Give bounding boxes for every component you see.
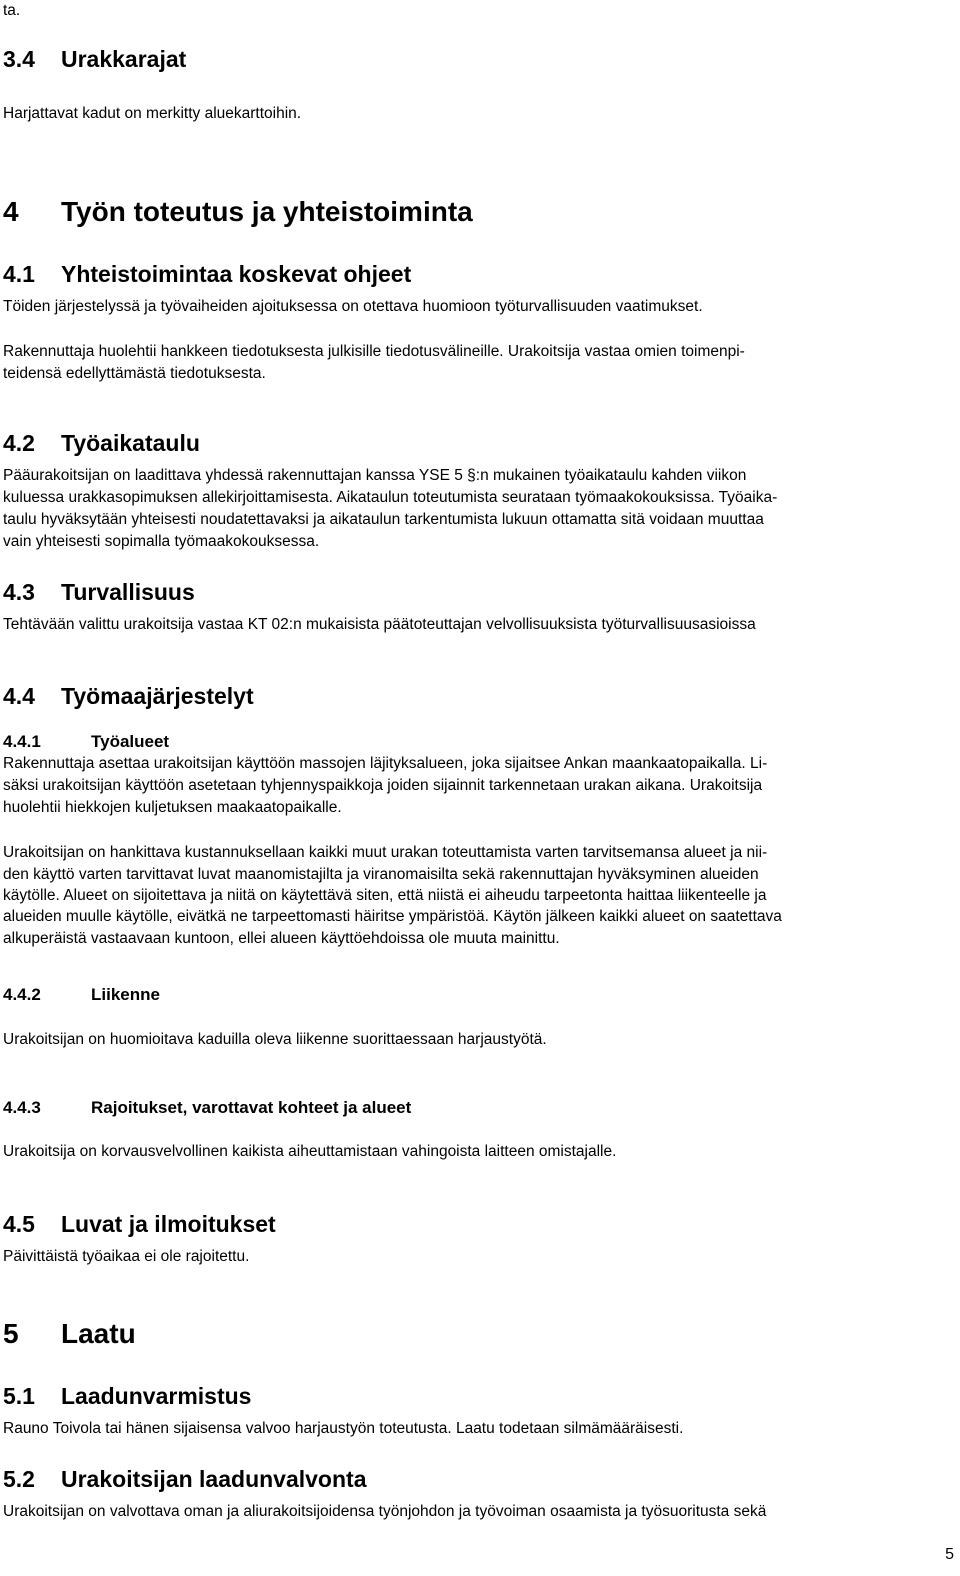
paragraph: Töiden järjestelyssä ja työvaiheiden ajoituksessa on otettava huomioon työturvallisuuden vaatimukset.: [3, 298, 703, 315]
paragraph-line: huolehtii hiekkojen kuljetuksen maakaatopaikalle.: [3, 799, 342, 816]
section-number: 4.1: [3, 261, 35, 287]
paragraph-line: Urakoitsijan on hankittava kustannuksellaan kaikki muut urakan toteuttamista varten tarvitsemansa alueet ja nii-: [3, 844, 768, 861]
heading-4-4-3: [3, 1097, 411, 1119]
section-title: Työaikataulu: [61, 430, 200, 456]
paragraph-line: käytölle. Alueet on sijoitettava ja niitä on käytettävä siten, että niistä ei aiheudu tarpeetonta haittaa liikenteelle ja: [3, 887, 767, 904]
section-title: Työalueet: [91, 732, 170, 751]
paragraph-line: säksi urakoitsijan käyttöön asetetaan tyhjennyspaikkoja joiden sijainnit tarkennetaan urakan aikana. Urakoitsija: [3, 777, 763, 794]
paragraph-line: teidensä edellyttämästä tiedotuksesta.: [3, 365, 266, 382]
section-title: Laadunvarmistus: [61, 1383, 252, 1409]
section-number: 4: [3, 196, 19, 227]
heading-5: [3, 1317, 136, 1351]
section-number: 5.2: [3, 1466, 35, 1492]
section-number: 4.4.3: [3, 1098, 41, 1117]
section-number: 5.1: [3, 1383, 35, 1409]
section-number: 3.4: [3, 46, 35, 72]
paragraph-line: taulu hyväksytään yhteisesti noudatettavaksi ja aikataulun tarkentumista lukuun ottamatta sitä voidaan muuttaa: [3, 511, 764, 528]
section-title: Rajoitukset, varottavat kohteet ja alueet: [91, 1098, 412, 1117]
section-number: 4.4.1: [3, 732, 41, 751]
paragraph: Urakoitsijan on valvottava oman ja aliurakoitsijoidensa työnjohdon ja työvoiman osaamista ja työsuoritusta sekä: [3, 1503, 767, 1520]
section-title: Urakoitsijan laadunvalvonta: [61, 1466, 367, 1492]
section-title: Työn toteutus ja yhteistoiminta: [61, 196, 473, 227]
heading-3-4: [3, 45, 186, 73]
section-title: Laatu: [61, 1318, 136, 1349]
heading-4-1: [3, 260, 411, 288]
paragraph-line: Rakennuttaja huolehtii hankkeen tiedotuksesta julkisille tiedotusvälineille. Urakoitsija vastaa omien toimenpi-: [3, 343, 745, 360]
heading-5-2: [3, 1465, 366, 1493]
paragraph: Rauno Toivola tai hänen sijaisensa valvoo harjaustyön toteutusta. Laatu todetaan silmämääräisesti.: [3, 1420, 684, 1437]
section-title: Liikenne: [91, 985, 160, 1004]
heading-4-4: [3, 682, 254, 710]
paragraph: Päivittäistä työaikaa ei ole rajoitettu.: [3, 1248, 250, 1265]
paragraph: Tehtävään valittu urakoitsija vastaa KT 02:n mukaisista päätoteuttajan velvollisuuksista työturvallisuusasioissa: [3, 616, 756, 633]
heading-4-4-1: [3, 731, 169, 753]
heading-4: [3, 195, 473, 229]
paragraph-line: den käyttö varten tarvittavat luvat maanomistajilta ja viranomaisilta sekä rakennuttajan hyväksyminen alueiden: [3, 866, 759, 883]
paragraph: Urakoitsijan on huomioitava kaduilla oleva liikenne suorittaessaan harjaustyötä.: [3, 1031, 547, 1048]
paragraph-line: alueiden muulle käytölle, eivätkä ne tarpeettomasti häiritse ympäristöä. Käytön jälkeen kaikki alueet on saatettava: [3, 908, 782, 925]
paragraph: Harjattavat kadut on merkitty aluekarttoihin.: [3, 105, 302, 122]
section-number: 4.2: [3, 430, 35, 456]
page-number: 5: [945, 1546, 954, 1563]
section-number: 4.5: [3, 1211, 35, 1237]
heading-4-5: [3, 1210, 276, 1238]
section-title: Yhteistoimintaa koskevat ohjeet: [61, 261, 412, 287]
section-title: Urakkarajat: [61, 46, 187, 72]
paragraph-line: vain yhteisesti sopimalla työmaakokouksessa.: [3, 533, 320, 550]
section-title: Luvat ja ilmoitukset: [61, 1211, 276, 1237]
section-number: 4.4.2: [3, 985, 41, 1004]
heading-4-4-2: [3, 984, 160, 1006]
section-number: 4.3: [3, 579, 35, 605]
section-number: 5: [3, 1318, 19, 1349]
section-number: 4.4: [3, 683, 35, 709]
heading-5-1: [3, 1382, 251, 1410]
heading-4-2: [3, 429, 200, 457]
section-title: Työmaajärjestelyt: [61, 683, 254, 709]
paragraph-line: Rakennuttaja asettaa urakoitsijan käyttöön massojen läjityksalueen, joka sijaitsee Ankan maankaatopaikalla. Li-: [3, 755, 768, 772]
paragraph-line: Pääurakoitsijan on laadittava yhdessä rakennuttajan kanssa YSE 5 §:n mukainen työaikataulu kahden viikon: [3, 467, 747, 484]
paragraph: Urakoitsija on korvausvelvollinen kaikista aiheuttamistaan vahingoista laitteen omistajalle.: [3, 1143, 617, 1160]
heading-4-3: [3, 578, 195, 606]
paragraph-line: kuluessa urakkasopimuksen allekirjoittamisesta. Aikataulun toteutumista seurataan työmaakokouksissa. Työaika-: [3, 489, 778, 506]
paragraph-line: alkuperäistä vastaavaan kuntoon, ellei alueen käyttöehdoissa ole muuta mainittu.: [3, 930, 560, 947]
section-title: Turvallisuus: [61, 579, 195, 605]
continued-text: ta.: [3, 2, 21, 19]
